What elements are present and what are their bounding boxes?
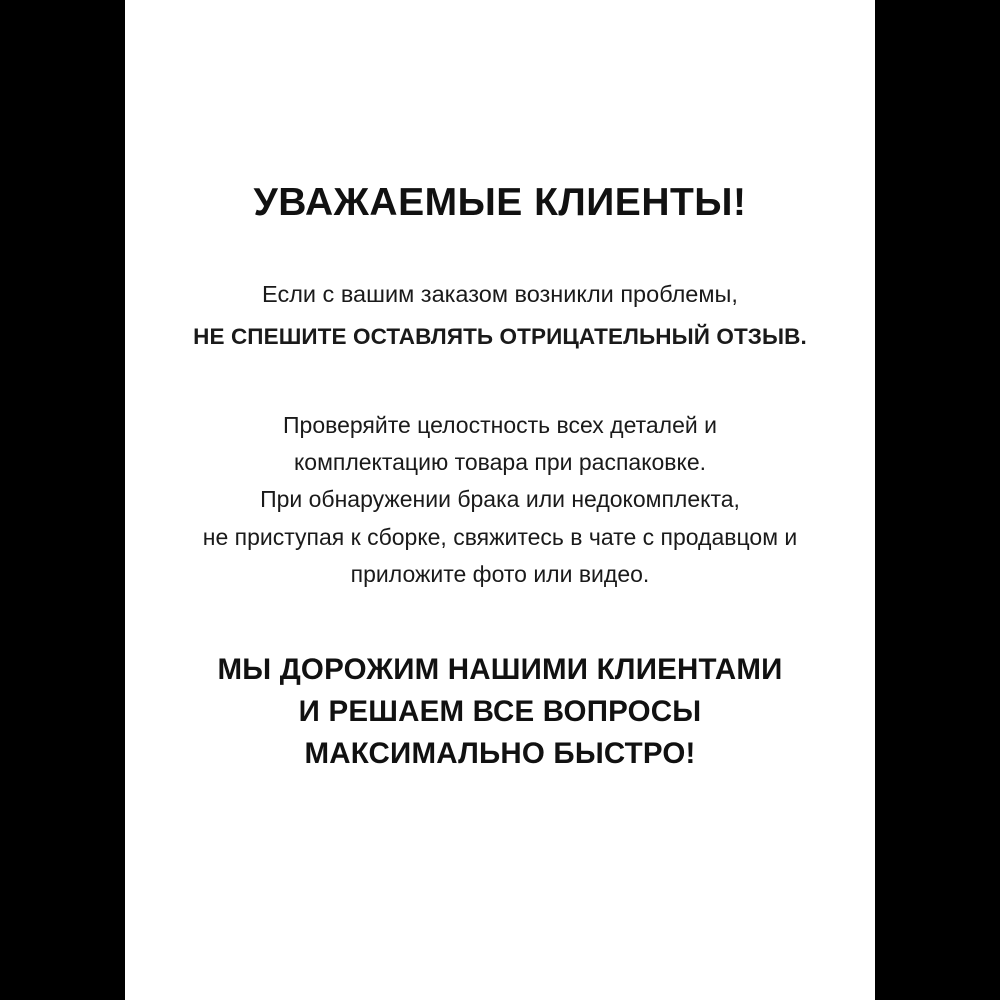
page-title: УВАЖАЕМЫЕ КЛИЕНТЫ! <box>253 181 747 224</box>
intro-line-2-emphasis: НЕ СПЕШИТЕ ОСТАВЛЯТЬ ОТРИЦАТЕЛЬНЫЙ ОТЗЫВ. <box>193 323 807 349</box>
body-paragraph <box>203 407 798 593</box>
closing-line-1: МЫ ДОРОЖИМ НАШИМИ КЛИЕНТАМИ <box>217 653 783 687</box>
body-line-3: При обнаружении брака или недокомплекта, <box>260 486 740 513</box>
intro-paragraph <box>193 277 807 354</box>
body-line-2: комплектацию товара при распаковке. <box>293 449 707 476</box>
poster-card <box>125 0 875 1000</box>
body-line-1: Проверяйте целостность всех деталей и <box>283 411 717 438</box>
intro-line-1: Если с вашим заказом возникли проблемы, <box>262 280 738 307</box>
body-line-4: не приступая к сборке, свяжитесь в чате с продавцом и <box>202 523 798 550</box>
closing-line-3: МАКСИМАЛЬНО БЫСТРО! <box>304 736 696 770</box>
closing-line-2: И РЕШАЕМ ВСЕ ВОПРОСЫ <box>298 694 702 728</box>
closing-statement <box>217 649 782 775</box>
body-line-5: приложите фото или видео. <box>350 560 650 587</box>
